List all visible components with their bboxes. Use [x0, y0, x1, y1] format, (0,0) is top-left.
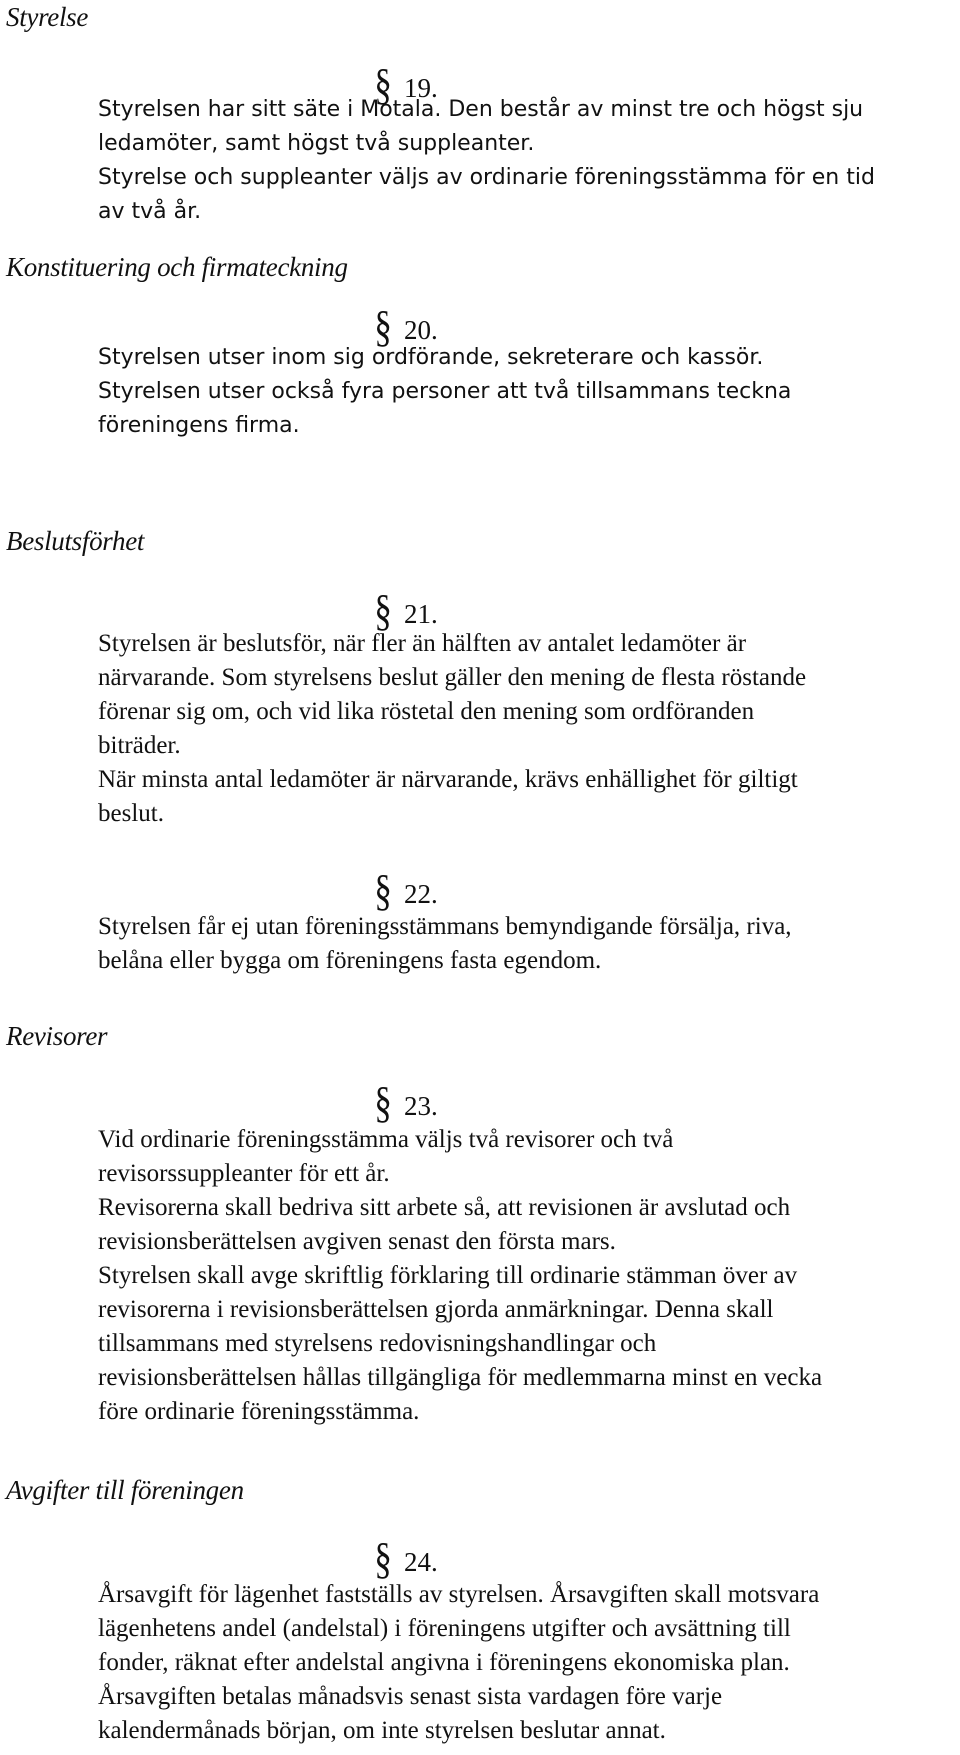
text-line: Årsavgiften betalas månadsvis senast sista vardagen före varje: [98, 1683, 723, 1710]
section-heading-beslutsforhet: Beslutsförhet: [6, 526, 145, 556]
text-line: fonder, räknat efter andelstal angivna i föreningens ekonomiska plan.: [98, 1649, 790, 1676]
text-line: revisorssuppleanter för ett år.: [98, 1160, 390, 1187]
text-line: Styrelsen är beslutsför, när fler än hälften av antalet ledamöter är: [98, 630, 747, 657]
text-line: Vid ordinarie föreningsstämma väljs två revisorer och två: [98, 1126, 674, 1153]
paragraph-body-22: [98, 910, 958, 978]
paragraph-number-text: 20.: [404, 315, 438, 345]
text-line: kalendermånads början, om inte styrelsen beslutar annat.: [98, 1717, 666, 1744]
paragraph-body-23: [98, 1123, 958, 1429]
text-line: biträder.: [98, 732, 181, 759]
paragraph-number-text: 19.: [404, 73, 438, 103]
text-line: revisionsberättelsen hållas tillgängliga för medlemmarna minst en vecka: [98, 1364, 823, 1391]
paragraph-number-22: [372, 866, 438, 915]
text-line: Styrelsen utser också fyra personer att två tillsammans teckna: [98, 379, 792, 404]
paragraph-number-text: 24.: [404, 1547, 438, 1577]
text-line: Revisorerna skall bedriva sitt arbete så, att revisionen är avslutad och: [98, 1194, 791, 1221]
paragraph-body-20: [98, 341, 958, 443]
text-line: föreningens firma.: [98, 413, 300, 438]
text-line: närvarande. Som styrelsens beslut gäller den mening de flesta röstande: [98, 664, 807, 691]
section-heading-styrelse: Styrelse: [6, 2, 89, 32]
text-line: revisionsberättelsen avgiven senast den första mars.: [98, 1228, 616, 1255]
paragraph-body-24: [98, 1578, 958, 1748]
section-heading-avgifter: Avgifter till föreningen: [6, 1475, 244, 1505]
paragraph-number-21: [372, 586, 438, 635]
paragraph-body-19: [98, 93, 958, 229]
text-line: före ordinarie föreningsstämma.: [98, 1398, 420, 1425]
text-line: revisorerna i revisionsberättelsen gjorda anmärkningar. Denna skall: [98, 1296, 774, 1323]
text-line: När minsta antal ledamöter är närvarande, krävs enhällighet för giltigt: [98, 766, 798, 793]
paragraph-number-text: 23.: [404, 1091, 438, 1121]
section-heading-revisorer: Revisorer: [6, 1021, 108, 1051]
section-sign-icon: §: [374, 866, 392, 915]
paragraph-number-23: [372, 1078, 438, 1127]
text-line: lägenhetens andel (andelstal) i föreningens utgifter och avsättning till: [98, 1615, 791, 1642]
text-line: Styrelsen har sitt säte i Motala. Den består av minst tre och högst sju: [98, 97, 864, 122]
section-sign-icon: §: [374, 60, 392, 109]
paragraph-number-text: 21.: [404, 599, 438, 629]
section-sign-icon: §: [374, 302, 392, 351]
section-sign-icon: §: [374, 586, 392, 635]
paragraph-number-24: [372, 1534, 438, 1583]
text-line: tillsammans med styrelsens redovisningshandlingar och: [98, 1330, 657, 1357]
paragraph-number-text: 22.: [404, 879, 438, 909]
text-line: Årsavgift för lägenhet fastställs av styrelsen. Årsavgiften skall motsvara: [98, 1581, 820, 1608]
text-line: Styrelse och suppleanter väljs av ordinarie föreningsstämma för en tid: [98, 165, 875, 190]
text-line: Styrelsen utser inom sig ordförande, sekreterare och kassör.: [98, 345, 764, 370]
section-sign-icon: §: [374, 1078, 392, 1127]
text-line: Styrelsen skall avge skriftlig förklaring till ordinarie stämman över av: [98, 1262, 798, 1289]
text-line: beslut.: [98, 800, 164, 827]
text-line: ledamöter, samt högst två suppleanter.: [98, 131, 535, 156]
section-sign-icon: §: [374, 1534, 392, 1583]
text-line: av två år.: [98, 199, 202, 224]
text-line: Styrelsen får ej utan föreningsstämmans bemyndigande försälja, riva,: [98, 913, 792, 940]
paragraph-body-21: [98, 627, 958, 831]
section-heading-konstituering: Konstituering och firmateckning: [6, 252, 348, 282]
text-line: förenar sig om, och vid lika röstetal den mening som ordföranden: [98, 698, 755, 725]
text-line: belåna eller bygga om föreningens fasta egendom.: [98, 947, 602, 974]
